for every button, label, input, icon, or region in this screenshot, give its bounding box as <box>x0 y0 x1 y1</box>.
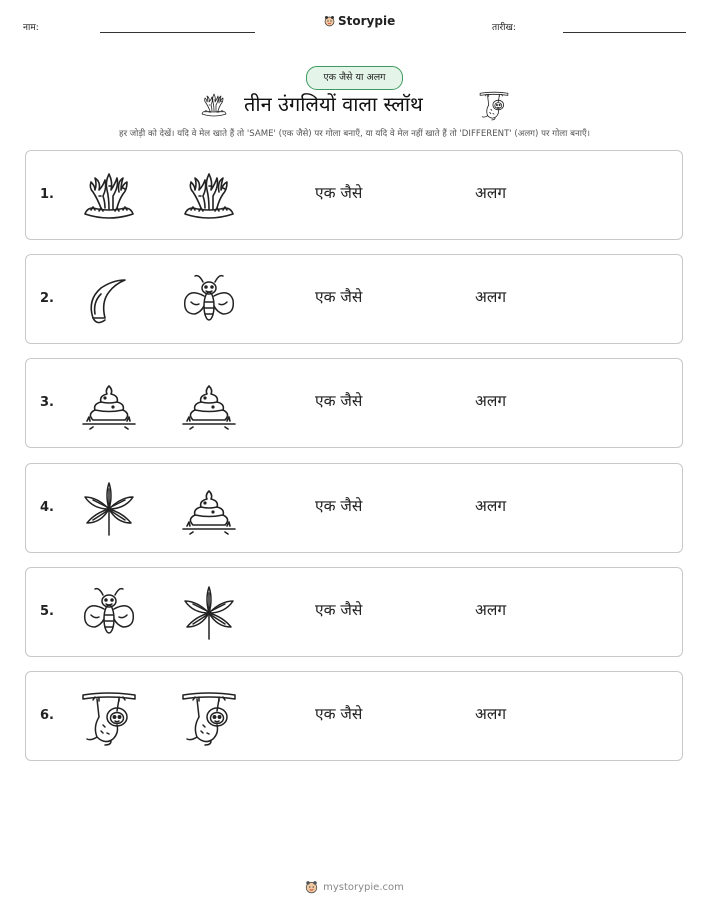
name-field-line[interactable] <box>100 32 255 33</box>
question-row <box>25 567 683 657</box>
date-field-line[interactable] <box>563 32 686 33</box>
moth-icon <box>79 583 139 643</box>
question-row <box>25 463 683 553</box>
sloth-icon <box>179 687 239 747</box>
storypie-logo-icon <box>324 15 335 27</box>
question-number: 1. <box>40 187 54 202</box>
coral-icon <box>199 90 229 120</box>
instructions-text: हर जोड़ी को देखें। यदि वे मेल खाते हैं तो 'SAME' (एक जैसे) पर गोला बनाएँ, या यदि वे मेल नहीं खाते हैं तो 'DIFFERENT' (अलग) पर गोला बनाएँ। <box>119 129 590 139</box>
dung-icon <box>79 374 139 434</box>
question-row <box>25 358 683 448</box>
question-row <box>25 150 683 240</box>
coral-icon <box>179 166 239 226</box>
question-number: 2. <box>40 291 54 307</box>
same-option[interactable]: एक जैसे <box>315 184 363 202</box>
footer-site: mystorypie.com <box>323 881 404 893</box>
coral-icon <box>79 166 139 226</box>
same-option[interactable]: एक जैसे <box>315 600 363 619</box>
question-number: 3. <box>40 395 54 411</box>
different-option[interactable]: अलग <box>475 288 507 307</box>
question-number: 5. <box>40 603 54 619</box>
question-number: 6. <box>40 708 54 723</box>
claw-icon <box>79 270 139 330</box>
different-option[interactable]: अलग <box>475 184 507 202</box>
name-label: नाम: <box>23 23 39 33</box>
title-row <box>0 88 709 122</box>
different-option[interactable]: अलग <box>475 705 507 723</box>
brand-name: Storypie <box>338 14 396 28</box>
leaf-icon <box>179 583 239 643</box>
sloth-icon <box>79 687 139 747</box>
same-option[interactable]: एक जैसे <box>315 496 363 515</box>
date-label: तारीख: <box>492 23 516 33</box>
different-option[interactable]: अलग <box>475 600 507 619</box>
storypie-logo <box>324 14 395 28</box>
same-option[interactable]: एक जैसे <box>315 288 363 307</box>
different-option[interactable]: अलग <box>475 496 507 515</box>
same-option[interactable]: एक जैसे <box>315 705 363 723</box>
question-number: 4. <box>40 499 54 515</box>
page-title: तीन उंगलियों वाला स्लॉथ <box>244 92 423 116</box>
same-option[interactable]: एक जैसे <box>315 392 363 411</box>
dung-icon <box>179 374 239 434</box>
question-row <box>25 254 683 344</box>
worksheet-header <box>0 14 709 38</box>
dung-icon <box>179 479 239 539</box>
storypie-logo-icon <box>305 880 318 894</box>
activity-badge: एक जैसे या अलग <box>306 66 403 90</box>
sloth-icon <box>478 89 510 121</box>
footer <box>0 880 709 894</box>
leaf-icon <box>79 479 139 539</box>
question-row <box>25 671 683 761</box>
moth-icon <box>179 270 239 330</box>
different-option[interactable]: अलग <box>475 392 507 411</box>
